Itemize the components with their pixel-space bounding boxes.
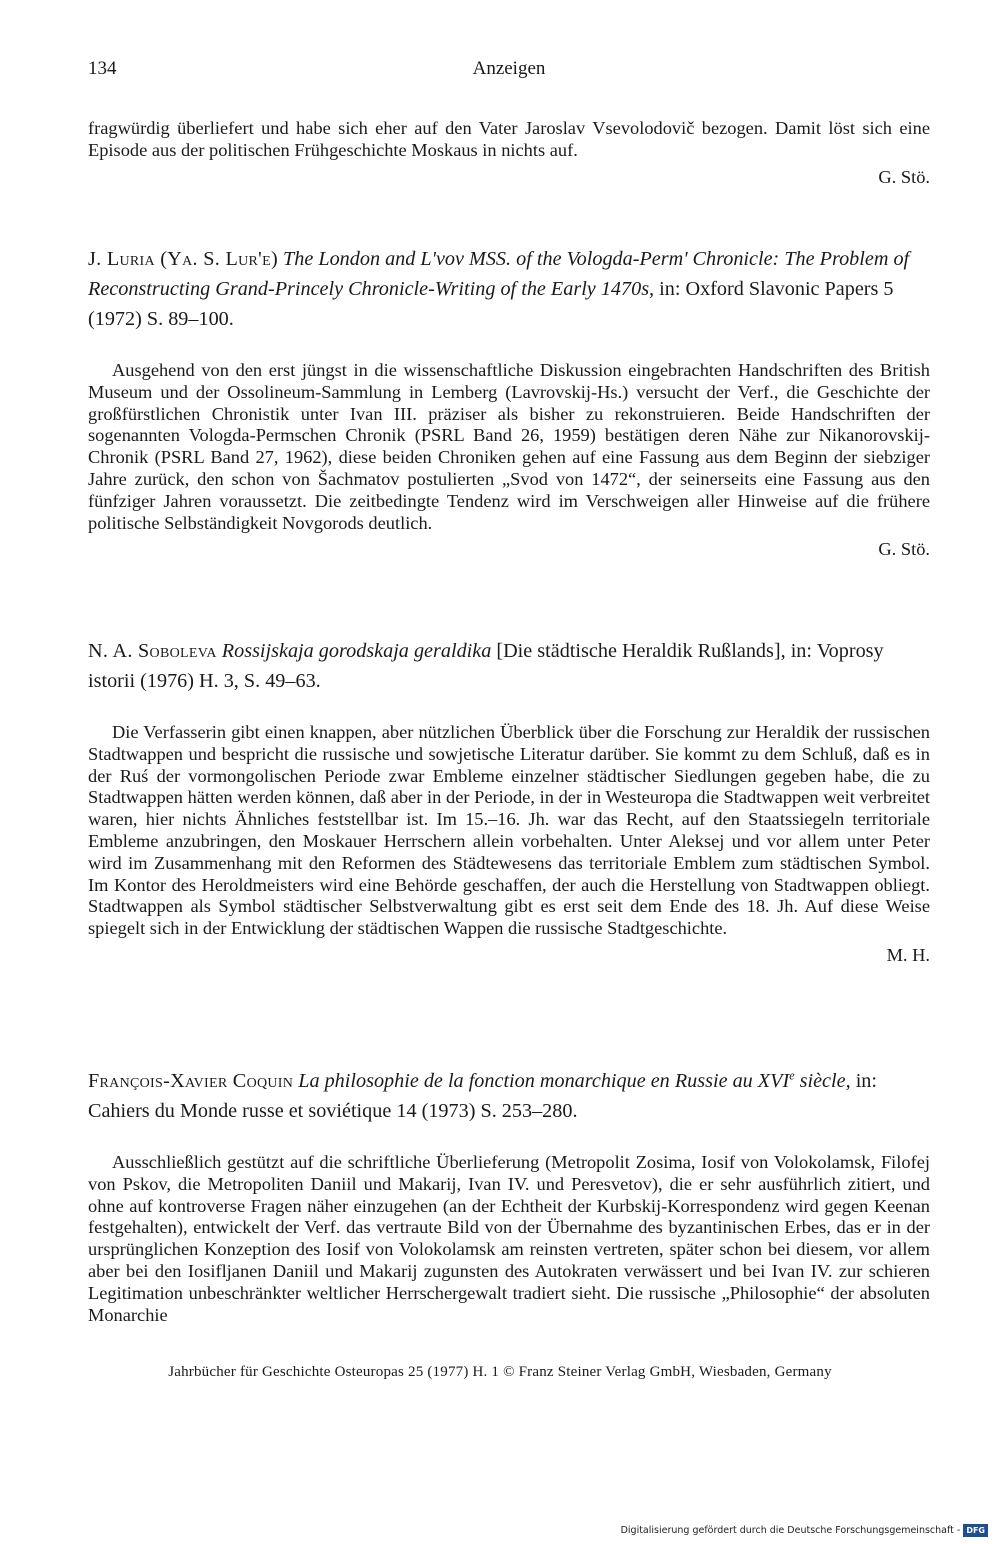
source: in: Oxford Slavonic Papers 5 (1972) S. 89–100.: [88, 278, 894, 330]
work-title: The London and L'vov MSS. of the Vologda-Perm' Chronicle: The Problem of Reconstructing Grand-Princely Chronicle-Writing of the Early 1470s,: [88, 248, 910, 300]
journal-footer: Jahrbücher für Geschichte Osteuropas 25 (1977) H. 1 © Franz Steiner Verlag GmbH, Wiesbaden, Germany: [168, 1364, 832, 1380]
reviewer-signature: M. H.: [886, 944, 930, 965]
citation: [88, 244, 930, 334]
review-entry-coquin: [88, 1066, 930, 1326]
work-title: Rossijskaja gorodskaja geraldika: [221, 640, 492, 662]
citation: [88, 1066, 930, 1126]
digitization-note: [621, 1524, 988, 1537]
digitization-text: Digitalisierung gefördert durch die Deutsche Forschungsgemeinschaft -: [620, 1525, 961, 1536]
review-entry-luria: [88, 244, 930, 560]
dfg-logo-icon: DFG: [963, 1524, 988, 1537]
intro-section: [88, 118, 930, 188]
work-title-main: La philosophie de la fonction monarchique en Russie au XVI: [298, 1070, 790, 1092]
running-head: Anzeigen: [472, 58, 546, 79]
author: François-Xavier Coquin: [88, 1070, 294, 1092]
review-body: Ausschließlich gestützt auf die schriftliche Überlieferung (Metropolit Zosima, Iosif von Volokolamsk, Filofej von Pskov, die Metropoliten Daniil und Makarij, Ivan IV. und Peresvetov), die er sehr ausführlich zitiert, und ohne auf kontroverse Fragen näher einzugehen (an der Echtheit der Kurbskij-Korrespondenz wird gegen Keenan festgehalten), entwickelt der Verf. das vertraute Bild von der Übernahme des byzantinischen Erbes, das er in der ursprünglichen Konzeption des Iosif von Volokolamsk am reinsten vertreten, später schon bei diesem, vor allem aber bei den Iosifljanen Daniil und Makarij zugunsten des Autokraten verwässert und bei Ivan IV. zur schieren Legitimation unbeschränkter weltlicher Herrschergewalt tradiert sieht. Die russische „Philosophie“ der absoluten Monarchie: [88, 1152, 930, 1325]
intro-signature: G. Stö.: [878, 166, 930, 187]
source: [Die städtische Heraldik Rußlands], in: Voprosy istorii (1976) H. 3, S. 49–63.: [88, 640, 884, 692]
intro-paragraph: fragwürdig überliefert und habe sich eher auf den Vater Jaroslav Vsevolodovič bezogen. Damit löst sich eine Episode aus der politischen Frühgeschichte Moskaus in nichts auf.: [88, 118, 930, 160]
review-entry-soboleva: [88, 636, 930, 966]
review-body: Ausgehend von den erst jüngst in die wissenschaftliche Diskussion eingebrachten Handschriften des British Museum und der Ossolineum-Sammlung in Lemberg (Lavrovskij-Hs.) versucht der Verf., die Geschichte der großfürstlichen Chronistik unter Ivan III. präziser als bisher zu rekonstruieren. Beide Handschriften der sogenannten Vologda-Permschen Chronik (PSRL Band 26, 1959) bestätigen deren Nähe zur Nikanorovskij-Chronik (PSRL Band 27, 1962), diese beiden Chroniken gehen auf eine Fassung aus dem Beginn der siebziger Jahre zurück, den schon von Šachmatov postulierten „Svod von 1472“, der seinerseits eine Fassung aus den fünfziger Jahren voraussetzt. Die zeitbedingte Tendenz wird im Verschweigen aller Hinweise auf die frühere politische Selbständigkeit Novgorods deutlich.: [88, 360, 930, 533]
page-number: 134: [88, 58, 117, 79]
citation: [88, 636, 930, 696]
review-body: Die Verfasserin gibt einen knappen, aber nützlichen Überblick über die Forschung zur Heraldik der russischen Stadtwappen und bespricht die russische und sowjetische Literatur darüber. Sie kommt zu dem Schluß, daß es in der Ruś der vormongolischen Periode zwar Embleme einzelner städtischer Siedlungen gegeben habe, die zu Stadtwappen hätten werden können, daß aber in der Periode, in der in Westeuropa die Stadtwappen weit verbreitet waren, hier nichts Ähnliches feststellbar ist. Im 15.–16. Jh. war das Recht, auf den Staatssiegeln territoriale Embleme anzubringen, den Moskauer Herrschern allein vorbehalten. Unter Aleksej und vor allem unter Peter wird im Zusammenhang mit den Reformen des Städtewesens das territoriale Emblem zum städtischen Symbol. Im Kontor des Heroldmeisters wird eine Behörde geschaffen, der auch die Herstellung von Stadtwappen obliegt. Stadtwappen als Symbol städtischer Selbstverwaltung gibt es erst seit dem Ende des 18. Jh. Auf diese Weise spiegelt sich in der Entwicklung der städtischen Wappen die russische Stadtgeschichte.: [88, 722, 930, 939]
author: N. A. Soboleva: [88, 640, 217, 662]
work-title: [298, 1070, 850, 1092]
work-title-cont: siècle,: [799, 1070, 851, 1092]
reviewer-signature: G. Stö.: [878, 539, 930, 560]
source: in: Cahiers du Monde russe et soviétique 14 (1973) S. 253–280.: [88, 1070, 877, 1122]
title-superscript: e: [789, 1068, 795, 1083]
author: J. Luria (Ya. S. Lur'e): [88, 248, 278, 270]
page-header: [88, 58, 930, 88]
